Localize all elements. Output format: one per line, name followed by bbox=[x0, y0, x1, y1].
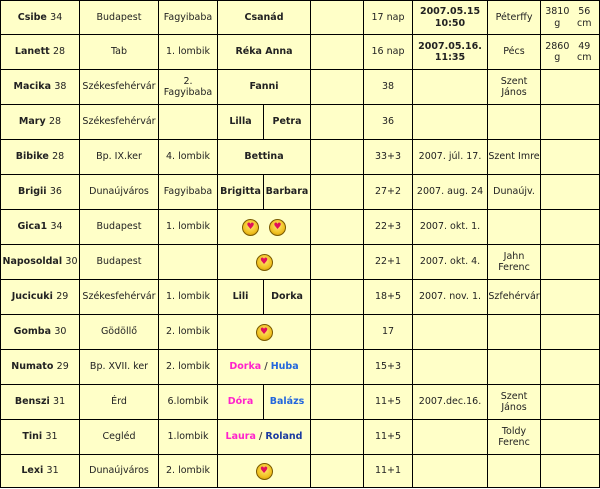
heart-cell bbox=[218, 245, 311, 280]
nickname-cell: Macika 38 bbox=[1, 70, 80, 105]
order-cell: 4. lombik bbox=[159, 140, 218, 175]
measurements-cell bbox=[541, 280, 600, 315]
table-row bbox=[1, 315, 600, 350]
empty-cell bbox=[311, 175, 364, 210]
measurements-cell bbox=[541, 315, 600, 350]
measurements-cell bbox=[541, 140, 600, 175]
order-cell: 6.lombik bbox=[159, 385, 218, 420]
table-row bbox=[1, 455, 600, 488]
weeks-cell: 11+1 bbox=[364, 455, 413, 488]
city-cell: Székesfehérvár bbox=[80, 70, 159, 105]
empty-cell bbox=[311, 70, 364, 105]
nickname-cell: Lanett 28 bbox=[1, 35, 80, 70]
order-cell bbox=[159, 105, 218, 140]
nickname-cell: Jucicuki 29 bbox=[1, 280, 80, 315]
heart-cell bbox=[218, 315, 311, 350]
measurements-cell bbox=[541, 210, 600, 245]
heart-badge-icon: ♥ bbox=[256, 324, 273, 341]
baby-name-cell: Bettina bbox=[218, 140, 311, 175]
birth-date-cell: 2007.05.15 10:50 bbox=[413, 1, 488, 35]
baby-name-cell: Réka Anna bbox=[218, 35, 311, 70]
table-row bbox=[1, 35, 600, 70]
table-row bbox=[1, 210, 600, 245]
nickname-cell: Gica1 34 bbox=[1, 210, 80, 245]
weeks-cell: 22+1 bbox=[364, 245, 413, 280]
weeks-cell: 18+5 bbox=[364, 280, 413, 315]
table-row bbox=[1, 140, 600, 175]
nickname-cell: Tini 31 bbox=[1, 420, 80, 455]
baby-name-cell: Petra bbox=[264, 105, 311, 140]
order-cell bbox=[159, 245, 218, 280]
weeks-cell: 11+5 bbox=[364, 385, 413, 420]
city-cell: Bp. XVII. ker bbox=[80, 350, 159, 385]
nickname-cell: Csibe 34 bbox=[1, 1, 80, 35]
birth-date-cell: 2007. aug. 24 bbox=[413, 175, 488, 210]
birth-date-cell bbox=[413, 315, 488, 350]
hospital-cell bbox=[488, 455, 541, 488]
table-row bbox=[1, 70, 600, 105]
birth-date-cell bbox=[413, 420, 488, 455]
city-cell: Bp. IX.ker bbox=[80, 140, 159, 175]
hospital-cell bbox=[488, 210, 541, 245]
city-cell: Dunaújváros bbox=[80, 175, 159, 210]
measurements-cell: 3810 g 56 cm bbox=[541, 1, 600, 35]
nickname-cell: Benszi 31 bbox=[1, 385, 80, 420]
planned-names-cell bbox=[218, 385, 264, 420]
heart-badge-icon: ♥ bbox=[256, 463, 273, 480]
heart-badge-icon: ♥ bbox=[269, 219, 286, 236]
measurements-cell bbox=[541, 175, 600, 210]
table-row bbox=[1, 280, 600, 315]
empty-cell bbox=[311, 350, 364, 385]
hospital-cell: Toldy Ferenc bbox=[488, 420, 541, 455]
birth-date-cell: 2007.05.16. 11:35 bbox=[413, 35, 488, 70]
birth-date-cell bbox=[413, 350, 488, 385]
city-cell: Dunaújváros bbox=[80, 455, 159, 488]
weeks-cell: 17 bbox=[364, 315, 413, 350]
heart-badge-icon: ♥ bbox=[256, 254, 273, 271]
empty-cell bbox=[311, 35, 364, 70]
baby-name-cell: Brigitta bbox=[218, 175, 264, 210]
hospital-cell: Szfehérvár bbox=[488, 280, 541, 315]
city-cell: Cegléd bbox=[80, 420, 159, 455]
hospital-cell bbox=[488, 350, 541, 385]
nickname-cell: Numato 29 bbox=[1, 350, 80, 385]
weeks-cell: 16 nap bbox=[364, 35, 413, 70]
table-row bbox=[1, 420, 600, 455]
birth-date-cell: 2007. okt. 4. bbox=[413, 245, 488, 280]
birth-date-cell bbox=[413, 105, 488, 140]
order-cell: 2. Fagyibaba bbox=[159, 70, 218, 105]
table-row bbox=[1, 350, 600, 385]
empty-cell bbox=[311, 245, 364, 280]
hospital-cell bbox=[488, 315, 541, 350]
baby-name-cell: Csanád bbox=[218, 1, 311, 35]
order-cell: 1. lombik bbox=[159, 280, 218, 315]
city-cell: Budapest bbox=[80, 210, 159, 245]
city-cell: Székesfehérvár bbox=[80, 280, 159, 315]
nickname-cell: Bibike 28 bbox=[1, 140, 80, 175]
birth-date-cell bbox=[413, 70, 488, 105]
empty-cell bbox=[311, 280, 364, 315]
heart-badge-icon: ♥ bbox=[242, 219, 259, 236]
order-cell: 2. lombik bbox=[159, 455, 218, 488]
measurements-cell bbox=[541, 105, 600, 140]
baby-name-cell: Lili bbox=[218, 280, 264, 315]
boy-name: Huba bbox=[270, 361, 299, 373]
baby-name-cell: Fanni bbox=[218, 70, 311, 105]
measurements-cell bbox=[541, 350, 600, 385]
girl-name: Laura bbox=[225, 431, 256, 443]
girl-name: Dóra bbox=[227, 396, 254, 408]
birth-date-cell: 2007. okt. 1. bbox=[413, 210, 488, 245]
nickname-cell: Mary 28 bbox=[1, 105, 80, 140]
empty-cell bbox=[311, 385, 364, 420]
city-cell: Budapest bbox=[80, 1, 159, 35]
table-row bbox=[1, 1, 600, 35]
measurements-cell bbox=[541, 385, 600, 420]
heart-cell bbox=[218, 210, 311, 245]
hospital-cell bbox=[488, 105, 541, 140]
city-cell: Székesfehérvár bbox=[80, 105, 159, 140]
city-cell: Tab bbox=[80, 35, 159, 70]
hospital-cell: Szent János bbox=[488, 70, 541, 105]
girl-name: Dorka bbox=[229, 361, 262, 373]
empty-cell bbox=[311, 420, 364, 455]
table-row bbox=[1, 175, 600, 210]
nickname-cell: Gomba 30 bbox=[1, 315, 80, 350]
weeks-cell: 27+2 bbox=[364, 175, 413, 210]
city-cell: Gödöllő bbox=[80, 315, 159, 350]
hospital-cell: Pécs bbox=[488, 35, 541, 70]
planned-names-cell bbox=[218, 350, 311, 385]
empty-cell bbox=[311, 315, 364, 350]
name-separator: / bbox=[258, 431, 263, 443]
measurements-cell bbox=[541, 420, 600, 455]
birth-date-cell: 2007.dec.16. bbox=[413, 385, 488, 420]
birth-date-cell: 2007. nov. 1. bbox=[413, 280, 488, 315]
weeks-cell: 17 nap bbox=[364, 1, 413, 35]
empty-cell bbox=[311, 140, 364, 175]
measurements-cell bbox=[541, 70, 600, 105]
weeks-cell: 33+3 bbox=[364, 140, 413, 175]
planned-names-cell bbox=[218, 420, 311, 455]
empty-cell bbox=[311, 455, 364, 488]
weeks-cell: 22+3 bbox=[364, 210, 413, 245]
city-cell: Budapest bbox=[80, 245, 159, 280]
birth-date-cell: 2007. júl. 17. bbox=[413, 140, 488, 175]
city-cell: Érd bbox=[80, 385, 159, 420]
baby-name-cell: Lilla bbox=[218, 105, 264, 140]
table-row bbox=[1, 245, 600, 280]
table-row bbox=[1, 105, 600, 140]
heart-cell bbox=[218, 455, 311, 488]
empty-cell bbox=[311, 1, 364, 35]
order-cell: Fagyibaba bbox=[159, 1, 218, 35]
baby-name-cell: Barbara bbox=[264, 175, 311, 210]
nickname-cell: Naposoldal 30 bbox=[1, 245, 80, 280]
order-cell: 2. lombik bbox=[159, 350, 218, 385]
order-cell: 1.lombik bbox=[159, 420, 218, 455]
empty-cell bbox=[311, 210, 364, 245]
hospital-cell: Szent János bbox=[488, 385, 541, 420]
weeks-cell: 36 bbox=[364, 105, 413, 140]
order-cell: 1. lombik bbox=[159, 35, 218, 70]
planned-names-cell bbox=[264, 385, 311, 420]
measurements-cell: 2860 g 49 cm bbox=[541, 35, 600, 70]
weeks-cell: 38 bbox=[364, 70, 413, 105]
hospital-cell: Dunaújv. bbox=[488, 175, 541, 210]
boy-name: Roland bbox=[265, 431, 303, 443]
nickname-cell: Brigii 36 bbox=[1, 175, 80, 210]
nickname-cell: Lexi 31 bbox=[1, 455, 80, 488]
table-row bbox=[1, 385, 600, 420]
baby-name-cell: Dorka bbox=[264, 280, 311, 315]
name-separator: / bbox=[264, 361, 268, 373]
hospital-cell: Jahn Ferenc bbox=[488, 245, 541, 280]
hospital-cell: Szent Imre bbox=[488, 140, 541, 175]
birth-date-cell bbox=[413, 455, 488, 488]
order-cell: Fagyibaba bbox=[159, 175, 218, 210]
measurements-cell bbox=[541, 455, 600, 488]
order-cell: 2. lombik bbox=[159, 315, 218, 350]
order-cell: 1. lombik bbox=[159, 210, 218, 245]
empty-cell bbox=[311, 105, 364, 140]
weeks-cell: 15+3 bbox=[364, 350, 413, 385]
hospital-cell: Péterffy bbox=[488, 1, 541, 35]
weeks-cell: 11+5 bbox=[364, 420, 413, 455]
boy-name: Balázs bbox=[269, 396, 305, 408]
measurements-cell bbox=[541, 245, 600, 280]
